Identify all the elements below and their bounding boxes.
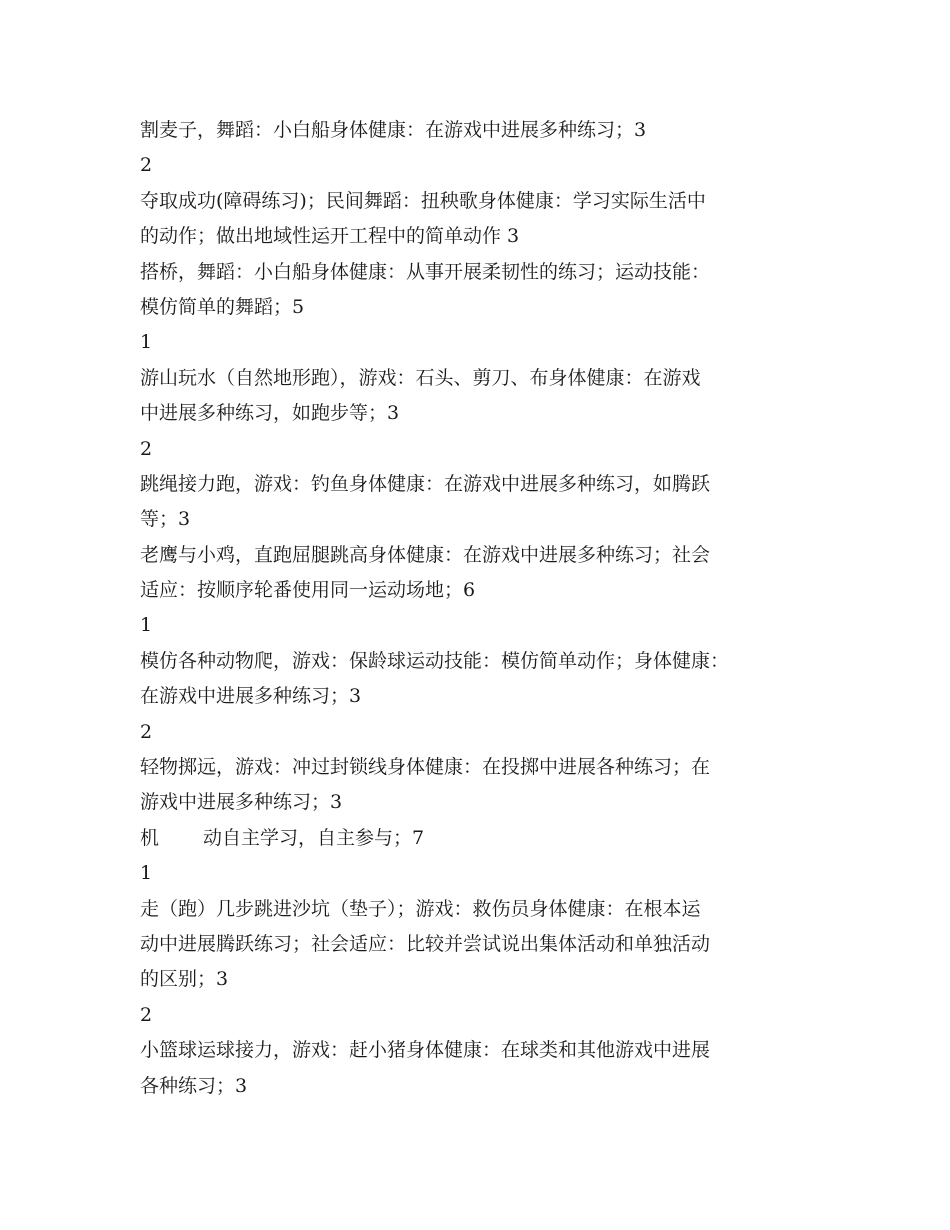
text-line: 1 — [140, 862, 153, 885]
text-line: 在游戏中进展多种练习；3 — [140, 685, 362, 708]
text-line: 2 — [140, 437, 153, 460]
text-line: 2 — [140, 720, 153, 743]
text-line: 小篮球运球接力，游戏：赶小猪身体健康：在球类和其他游戏中进展 — [140, 1039, 711, 1062]
text-line: 适应：按顺序轮番使用同一运动场地；6 — [140, 579, 476, 602]
text-line: 割麦子，舞蹈：小白船身体健康：在游戏中进展多种练习；3 — [140, 119, 647, 141]
text-line: 中进展多种练习，如跑步等；3 — [140, 402, 400, 425]
text-line: 模仿各种动物爬，游戏：保龄球运动技能：模仿简单动作；身体健康： — [140, 649, 730, 672]
text-line: 游戏中进展多种练习；3 — [140, 791, 343, 814]
text-line: 走（跑）几步跳进沙坑（垫子）；游戏：救伤员身体健康：在根本运 — [140, 897, 701, 920]
text-line: 的区别；3 — [140, 968, 229, 991]
text-line: 2 — [140, 1003, 153, 1026]
split-line-right: 动自主学习，自主参与；7 — [203, 826, 425, 849]
text-line: 等；3 — [140, 508, 191, 531]
text-line: 1 — [140, 331, 153, 354]
text-line: 搭桥，舞蹈：小白船身体健康：从事开展柔韧性的练习；运动技能： — [140, 260, 711, 283]
text-line: 模仿简单的舞蹈；5 — [140, 295, 305, 318]
split-line-left: 机 — [140, 826, 160, 849]
text-line: 跳绳接力跑，游戏：钓鱼身体健康：在游戏中进展多种练习，如腾跃 — [140, 472, 711, 495]
text-line: 游山玩水（自然地形跑），游戏：石头、剪刀、布身体健康：在游戏 — [140, 366, 701, 389]
text-line: 动中进展腾跃练习；社会适应：比较并尝试说出集体活动和单独活动 — [140, 932, 711, 955]
text-line: 老鹰与小鸡，直跑屈腿跳高身体健康：在游戏中进展多种练习；社会 — [140, 543, 711, 566]
text-line: 轻物掷远，游戏：冲过封锁线身体健康：在投掷中进展各种练习；在 — [140, 756, 711, 779]
text-line: 夺取成功(障碍练习)；民间舞蹈：扭秧歌身体健康：学习实际生活中 — [140, 189, 706, 212]
text-line: 的动作；做出地域性运开工程中的简单动作 3 — [140, 225, 520, 248]
text-line: 各种练习；3 — [140, 1074, 248, 1097]
body-text — [140, 113, 830, 1104]
split-text-line — [140, 821, 830, 856]
text-line: 2 — [140, 154, 153, 177]
text-line: 1 — [140, 614, 153, 637]
